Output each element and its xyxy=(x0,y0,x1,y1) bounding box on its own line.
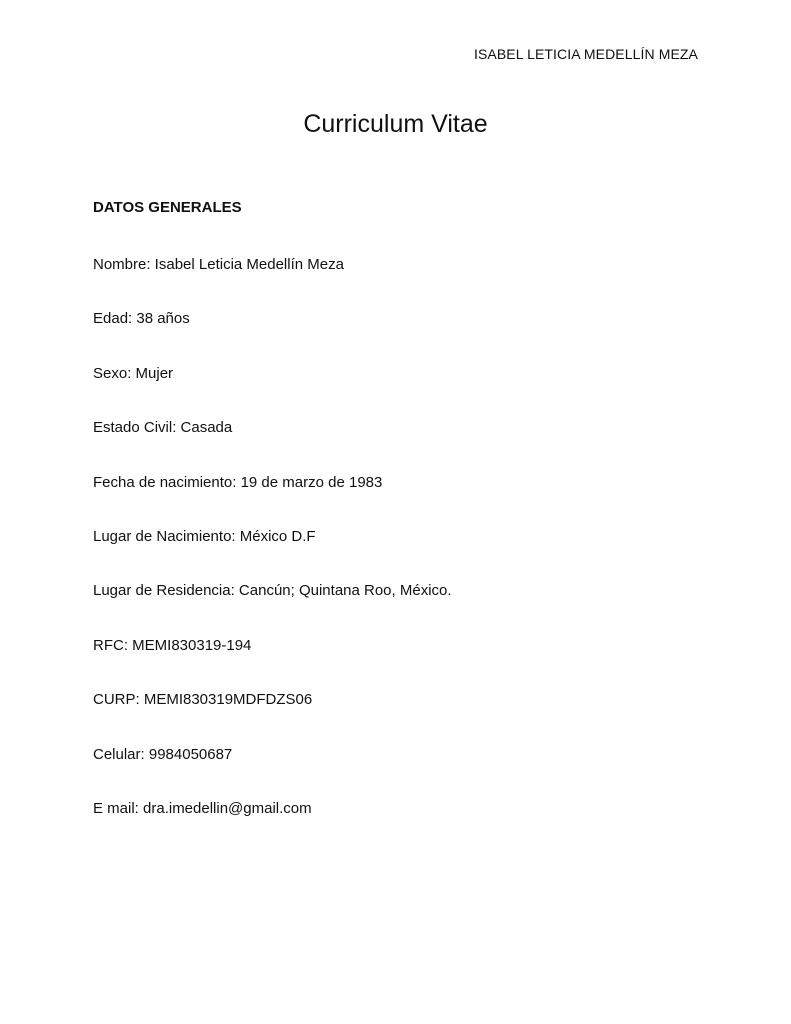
field-sexo: Sexo: Mujer xyxy=(93,364,174,382)
field-estado-civil: Estado Civil: Casada xyxy=(93,419,233,437)
field-fecha-nacimiento: Fecha de nacimiento: 19 de marzo de 1983 xyxy=(93,473,383,491)
document-title: Curriculum Vitae xyxy=(303,110,488,138)
section-heading-datos-generales: DATOS GENERALES xyxy=(93,199,242,216)
field-email: E mail: dra.imedellin@gmail.com xyxy=(93,799,312,817)
field-edad: Edad: 38 años xyxy=(93,310,190,328)
field-curp: CURP: MEMI830319MDFDZS06 xyxy=(93,691,313,709)
field-celular: Celular: 9984050687 xyxy=(93,745,233,763)
field-lugar-nacimiento: Lugar de Nacimiento: México D.F xyxy=(93,527,316,545)
field-rfc: RFC: MEMI830319-194 xyxy=(93,636,252,654)
field-lugar-residencia: Lugar de Residencia: Cancún; Quintana Roo, México. xyxy=(93,582,452,600)
personal-data-list xyxy=(93,255,452,853)
field-nombre: Nombre: Isabel Leticia Medellín Meza xyxy=(93,256,344,273)
running-header-name: ISABEL LETICIA MEDELLÍN MEZA xyxy=(473,46,698,62)
